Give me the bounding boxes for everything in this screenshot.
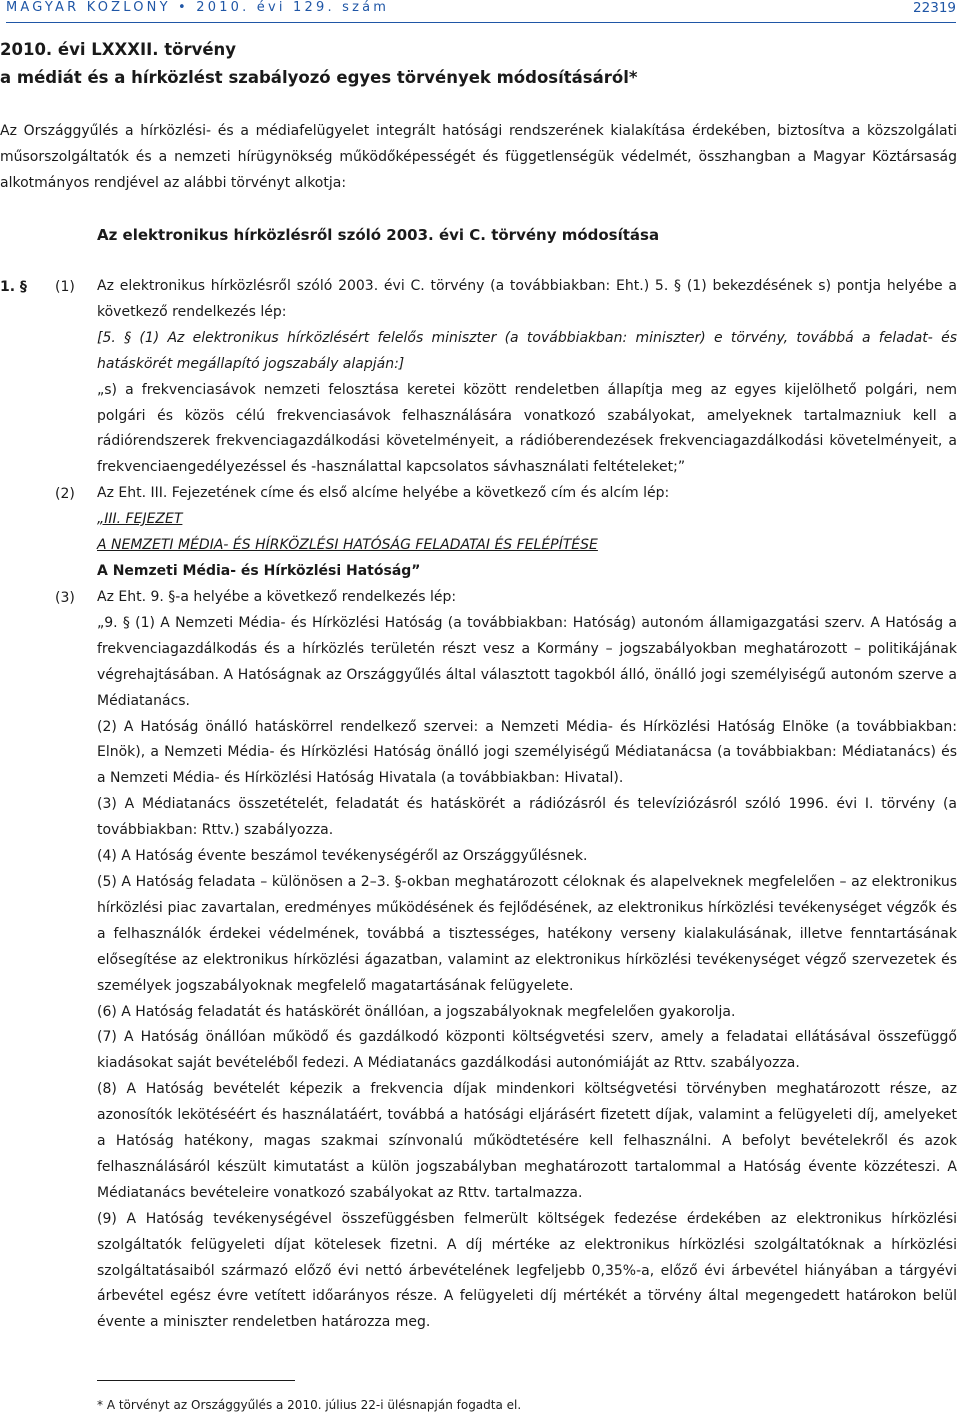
- subparagraph-2: (2) A Hatóság önálló hatáskörrel rendelkező szervei: a Nemzeti Média- és Hírközlési Hatóság Elnöke (a továbbiakban: Elnök), a Nemzeti Média- és Hírközlési Hatóság önálló jogi személyiségű Médiatanácsa (a továbbiakban: Médiatanács) és a Nemzeti Média- és Hírközlési Hatóság Hivatala (a továbbiakban: Hivatal).: [97, 718, 957, 787]
- journal-title: MAGYAR KÖZLÖNY • 2010. évi 129. szám: [6, 0, 390, 15]
- paragraph-2: [97, 481, 957, 585]
- subparagraph-8: (8) A Hatóság bevételét képezik a frekvencia díjak mindenkori költségvetési törvényben meghatározott része, az azonosítók lekötéséért és használatáért, továbbá a hatósági eljárásért fizetett díjak, valamint a felügyeleti díj, amelyeket a Hatóság hatékony, magas szakmai színvonalú működtetésére kell felhasználni. A befolyt bevételekről és azok felhasználásáról készült kimutatást a külön jogszabályban meghatározott tartalommal a Hatóság évente közzéteszi. A Médiatanács bevételeire vonatkozó szabályokat az Rttv. tartalmazza.: [97, 1081, 957, 1201]
- subtitle: A Nemzeti Média- és Hírközlési Hatóság”: [97, 562, 421, 579]
- subparagraph-5: (5) A Hatóság feladata – különösen a 2–3. §-okban meghatározott céloknak és alapelveknek megfelelően – az elektronikus hírközlési piac zavartalan, eredményes működésének és fejlődésének, az elektronikus hírközlési tevékenységet végzők és a felhasználók érdekei védelmének, továbbá a tisztességes, hatékony verseny kialakulásának, illetve fenntartásának elősegítése az elektronikus hírközlési ágazatban, valamint az elektronikus hírközlési tevékenységet végző szervezetek és személyek jogszabályoknak megfelelő magatartásának felügyelete.: [97, 873, 957, 994]
- paragraph-1-quote: „s) a frekvenciasávok nemzeti felosztása keretei között rendeletben állapítja meg az egyes kijelölhető polgári, nem polgári és közös célú frekvenciasávok felhasználására vonatkozó szabályokat, amelyeknek tartalmazniuk kell a rádiórendszerek frekvenciagazdálkodási követelményeit, a rádióberendezések frekvenciagazdálkodási követelményeit, a frekvenciaengedélyezéssel és -használattal kapcsolatos sávhasználati feltételeket;”: [97, 381, 957, 476]
- paragraph-3-text: Az Eht. 9. §-a helyébe a következő rendelkezés lép:: [97, 589, 457, 605]
- subparagraph-3: (3) A Médiatanács összetételét, feladatát és hatáskörét a rádiózásról és televíziózásról szóló 1996. évi I. törvény (a továbbiakban: Rttv.) szabályozza.: [97, 796, 957, 839]
- preamble: Az Országgyűlés a hírközlési- és a médiafelügyelet integrált hatósági rendszerének kialakítása érdekében, biztosítva a közszolgálati műsorszolgáltatók és a nemzeti hírügynökség működőképességét és függetlenségük védelmét, összhangban a Magyar Köztársaság alkotmányos rendjével az alábbi törvényt alkotja:: [0, 123, 957, 191]
- page-number: 22319: [913, 0, 956, 16]
- subparagraph-1: „9. § (1) A Nemzeti Média- és Hírközlési Hatóság (a továbbiakban: Hatóság) autonóm államigazgatási szerv. A Hatóság a frekvenciagazdálkodás és a hírközlés területén részt vesz a Kormány – jogszabályokban meghatározott – politikájának végrehajtásában. A Hatóságnak az Országgyűlés által választott tagokból álló, önálló jogi személyiségű autonóm szerve a Médiatanács.: [97, 614, 957, 709]
- section-number: 1. §: [0, 279, 27, 295]
- section-heading: Az elektronikus hírközlésről szóló 2003. évi C. törvény módosítása: [97, 226, 660, 244]
- paragraph-2-text: Az Eht. III. Fejezetének címe és első alcíme helyébe a következő cím és alcím lép:: [97, 485, 670, 501]
- chapter-number: „III. FEJEZET: [97, 510, 183, 527]
- law-title: a médiát és a hírközlést szabályozó egyes törvények módosításáról*: [0, 68, 638, 87]
- chapter-title: A NEMZETI MÉDIA- ÉS HÍRKÖZLÉSI HATÓSÁG FELADATAI ÉS FELÉPÍTÉSE: [97, 536, 598, 553]
- paragraph-label-2: (2): [55, 486, 75, 502]
- paragraph-label-3: (3): [55, 590, 75, 606]
- subparagraph-4: (4) A Hatóság évente beszámol tevékenységéről az Országgyűlésnek.: [97, 848, 588, 865]
- paragraph-1: [97, 274, 957, 481]
- paragraph-3: [97, 585, 957, 1336]
- paragraph-1-text: Az elektronikus hírközlésről szóló 2003. évi C. törvény (a továbbiakban: Eht.) 5. § (1) bekezdésének s) pontja helyébe a következő rendelkezés lép:: [97, 278, 957, 320]
- paragraph-1-bracket: [5. § (1) Az elektronikus hírközlésért felelős miniszter (a továbbiakban: miniszter) e törvény, továbbá a feladat- és hatáskörét megállapító jogszabály alapján:]: [97, 329, 957, 372]
- paragraph-label-1: (1): [55, 279, 75, 295]
- subparagraph-6: (6) A Hatóság feladatát és hatáskörét önállóan, a jogszabályoknak megfelelően gyakorolja.: [97, 1003, 736, 1020]
- footnote: * A törvényt az Országgyűlés a 2010. július 22-i ülésnapján fogadta el.: [97, 1398, 522, 1412]
- subparagraph-9: (9) A Hatóság tevékenységével összefüggésben felmerült költségek fedezése érdekében az elektronikus hírközlési szolgáltatók felügyeleti díjat kötelesek fizetni. A díj mértéke az elektronikus hírközlési szolgáltatóknak a hírközlési szolgáltatásaiból származó előző évi nettó árbevételének legfeljebb 0,35%-a, előző évi árbevétel hiányában a tárgyévi árbevétel egész évre vetített időarányos része. A felügyeleti díj mértékét a törvény által megengedett határokon belül évente a miniszter rendeletben határozza meg.: [97, 1210, 957, 1331]
- subparagraph-7: (7) A Hatóság önállóan működő és gazdálkodó központi költségvetési szerv, amely a feladatai ellátásával összefüggő kiadásokat saját bevételéből fedezi. A Médiatanács gazdálkodási autonómiáját az Rttv. szabályozza.: [97, 1029, 957, 1072]
- footnote-rule: [97, 1380, 295, 1381]
- running-head: [6, 0, 956, 18]
- law-number: 2010. évi LXXXII. törvény: [0, 40, 237, 59]
- header-rule: [6, 22, 956, 23]
